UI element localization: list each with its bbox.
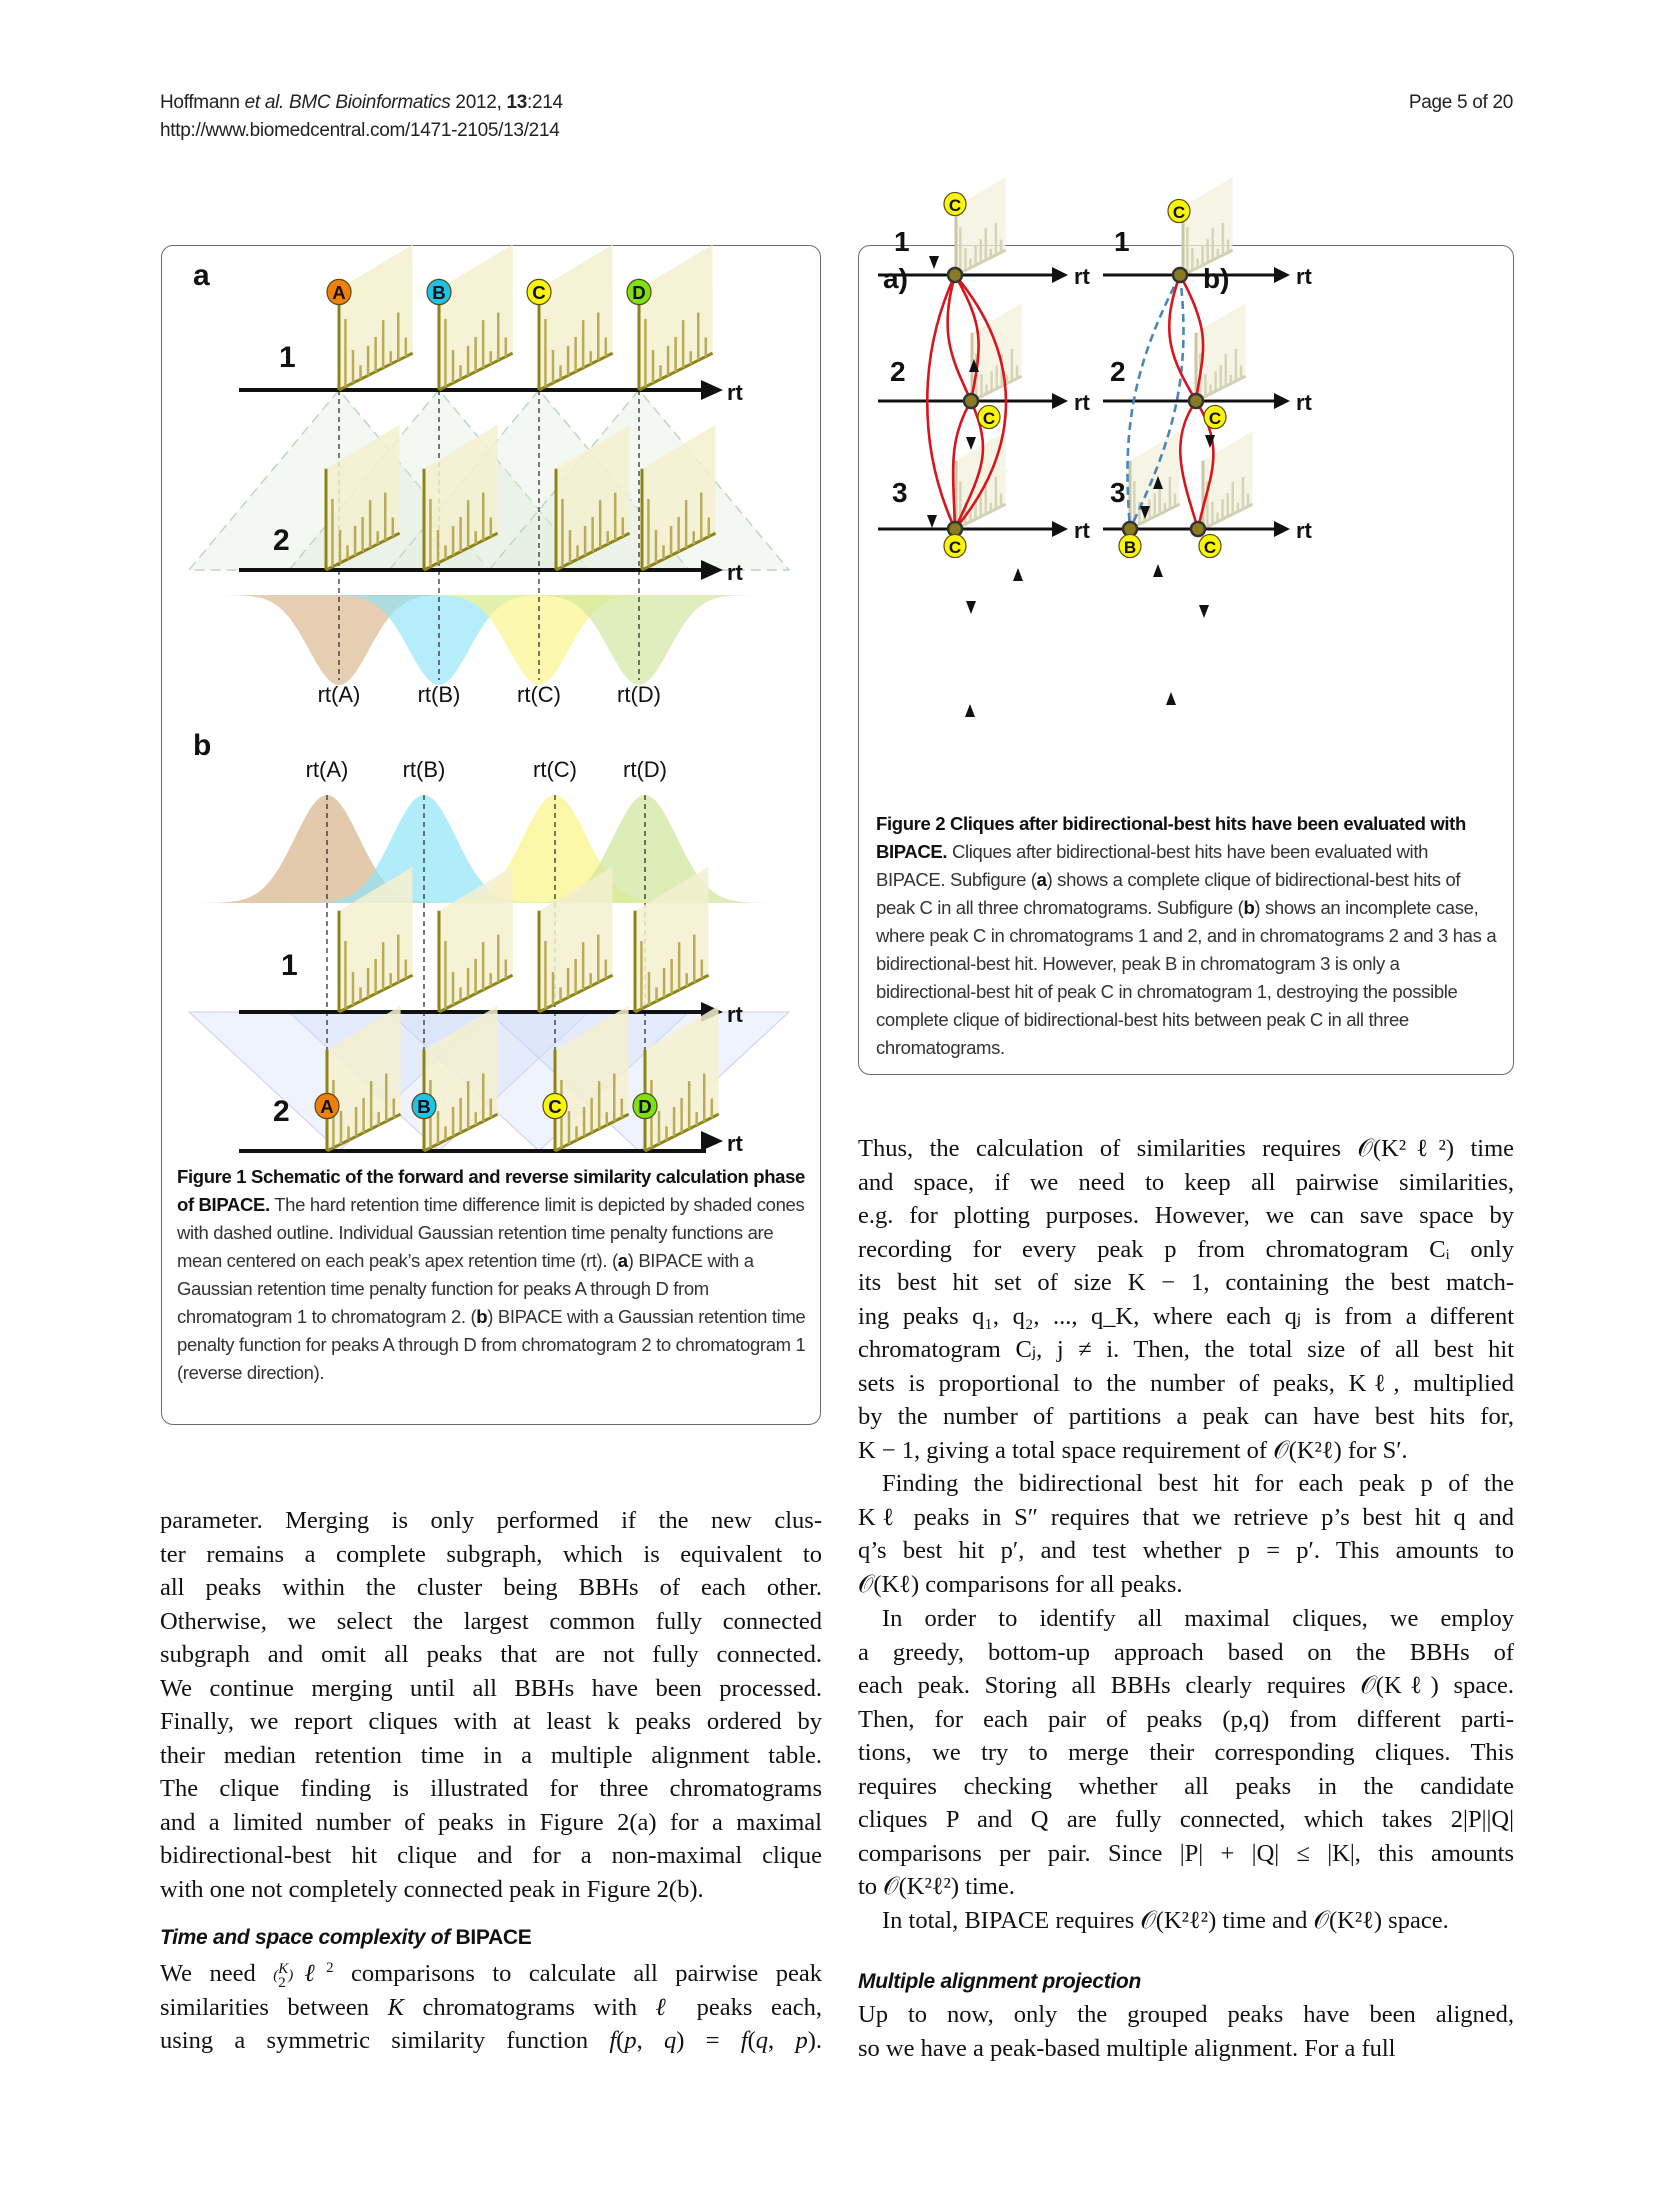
peak-node xyxy=(1191,522,1205,536)
rt-labels xyxy=(318,682,661,707)
peak-badge-d xyxy=(633,1093,657,1118)
text-line: their median retention time in a multiple alignment table. xyxy=(160,1741,822,1769)
header-volume: 13 xyxy=(506,92,527,113)
mass-spectrum xyxy=(439,245,513,390)
text-line: We continue merging until all BBHs have been processed. xyxy=(160,1674,822,1702)
badge-label: D xyxy=(638,1096,652,1117)
text-line: subgraph and omit all peaks that are not fully connected. xyxy=(160,1641,822,1668)
text-line: e.g. for plotting purposes. However, we can save space by xyxy=(858,1202,1514,1229)
chromatogram-1-axis xyxy=(239,380,744,405)
rt-axis-label: rt xyxy=(1296,390,1312,415)
badge-label: C xyxy=(948,196,962,215)
caption-text: The hard retention time difference limit is depicted by shaded cones with dashed outline. Individual Gaussian retention time penalty functions are mean centered on each peak’s apex retention time (rt). ( xyxy=(177,1194,805,1271)
text-line: with one not completely connected peak in Figure 2(b). xyxy=(160,1875,704,1903)
arrow-up-icon xyxy=(965,704,975,717)
badge-label: C xyxy=(1203,538,1217,557)
text-line: Finding the bidirectional best hit for each peak p of the xyxy=(882,1470,1514,1497)
arrow-up-icon xyxy=(1013,568,1023,581)
axis-arrow xyxy=(1274,521,1290,537)
text-line: Up to now, only the grouped peaks have been aligned, xyxy=(858,2001,1514,2028)
right-paragraph-4 xyxy=(858,1904,1514,1938)
peak-badge-b xyxy=(412,1093,436,1118)
badge-label: C xyxy=(948,538,962,557)
text-line: using a symmetric similarity function f(p, q) = f(q, p). xyxy=(160,2027,823,2055)
peak-badge-b xyxy=(427,279,451,304)
text-line: cliques P and Q are fully connected, which takes 2|P||Q| xyxy=(858,1806,1514,1833)
mass-spectrum xyxy=(956,177,1006,275)
chromatogram-label: 2 xyxy=(890,356,906,387)
running-header xyxy=(160,92,563,114)
figure-1-panel-b xyxy=(161,715,821,1155)
text-line: and space, if we need to keep all pairwise similarities, xyxy=(858,1168,1514,1196)
figure-2-caption xyxy=(876,810,1501,1062)
page-number: Page 5 of 20 xyxy=(1408,92,1513,113)
text-line: sets is proportional to the number of peaks, Kℓ, multiplied xyxy=(858,1369,1514,1397)
text-line: Otherwise, we select the largest common fully connected xyxy=(160,1607,822,1635)
right-paragraph-1 xyxy=(858,1132,1514,1467)
text-line: comparisons per pair. Since |P| + |Q| ≤ |K|, this amounts xyxy=(858,1839,1514,1867)
chromatogram-2-label: 2 xyxy=(273,524,290,557)
panel-b-label: b xyxy=(193,729,212,762)
clique-graph xyxy=(878,177,1313,717)
caption-text: ) BIPACE with a Gaussian retention time penalty function for peaks A through D from chromatogram 1 to chromatogram 2. ( xyxy=(177,1250,754,1327)
text-line: bidirectional-best hit clique and for a non-maximal clique xyxy=(160,1842,822,1869)
text-line: chromatogram Cⱼ, j ≠ i. Then, the total size of all best hit xyxy=(858,1336,1514,1363)
caption-text: ) shows an incomplete case, where peak C in chromatograms 1 and 2, and in chromatograms 2 and 3 has a bidirectional-best hit. However, peak B in chromatogram 3 is only a bidirectional-best hit of peak C in chromatogram 1, destroying the possible complete clique of bidirectional-best hits between peak C in all three chromatograms. xyxy=(876,897,1497,1058)
right-paragraph-3 xyxy=(858,1602,1514,1904)
text-line: Kℓ peaks in S″ requires that we retrieve p’s best hit q and xyxy=(858,1503,1514,1531)
axis-arrow xyxy=(1052,267,1068,283)
text-line: 𝒪(Kℓ) comparisons for all peaks. xyxy=(858,1570,1183,1598)
axis-arrow xyxy=(1274,393,1290,409)
rt-axis-label: rt xyxy=(1074,264,1090,289)
left-paragraph-2 xyxy=(160,1952,822,2058)
caption-panel-ref: b xyxy=(1243,897,1255,918)
text-line: recording for every peak p from chromatogram Cᵢ only xyxy=(858,1235,1514,1263)
peak-badge-c xyxy=(527,279,551,304)
gaussian-group xyxy=(181,595,781,685)
section-heading-plain: BIPACE xyxy=(449,1926,532,1949)
chromatogram-label: 1 xyxy=(894,226,910,257)
header-etal: et al. xyxy=(244,92,285,113)
badge-label: A xyxy=(332,282,346,303)
peak-badge-c xyxy=(1168,199,1190,222)
rt-axis xyxy=(878,518,1091,543)
badge-label: C xyxy=(1208,409,1222,428)
peak-node xyxy=(948,268,962,282)
rt-axis xyxy=(878,264,1091,289)
text-line: a greedy, bottom-up approach based on the BBHs of xyxy=(858,1638,1514,1666)
bbh-edge xyxy=(1180,401,1198,529)
arrow-down-icon xyxy=(966,437,976,450)
text-line: parameter. Merging is only performed if the new clus- xyxy=(160,1507,822,1534)
peak-node xyxy=(964,394,978,408)
rt-label-c: rt(C) xyxy=(517,682,561,707)
figure-2-graphic xyxy=(858,196,1514,805)
caption-text: ) BIPACE with a Gaussian retention time penalty function for peaks A through D from chromatogram 2 to chromatogram 1 (reverse direction). xyxy=(177,1306,806,1383)
mass-spectrum xyxy=(1130,431,1180,529)
axis-arrow xyxy=(1052,393,1068,409)
text-line: Thus, the calculation of similarities requires 𝒪(K²ℓ²) time xyxy=(858,1135,1514,1162)
chromatogram-label: 3 xyxy=(1110,477,1126,508)
header-url-link[interactable]: http://www.biomedcentral.com/1471-2105/13/214 xyxy=(160,120,560,141)
arrow-down-icon xyxy=(1199,605,1209,618)
caption-panel-ref: b xyxy=(476,1306,488,1327)
badge-label: C xyxy=(532,282,546,303)
badge-label: C xyxy=(982,409,996,428)
mass-spectrum xyxy=(1183,177,1233,275)
header-year: 2012, xyxy=(455,92,502,113)
figure-1-caption-title: Figure 1 Schematic of the forward and reverse similarity calculation phase of BIPACE. xyxy=(177,1166,805,1215)
mass-spectrum xyxy=(339,245,413,390)
axis-arrow xyxy=(1274,267,1290,283)
right-paragraph-5 xyxy=(858,1998,1514,2065)
section-heading-projection xyxy=(858,1970,1141,1994)
panel-a-label: a) xyxy=(883,263,908,294)
text-line: by the number of partitions a peak can have best hits for, xyxy=(858,1403,1514,1430)
rt-label-a: rt(A) xyxy=(305,757,349,782)
bbh-edge xyxy=(948,275,971,401)
chromatogram-1-label: 1 xyxy=(281,949,298,982)
rt-axis-label: rt xyxy=(727,1131,743,1156)
mass-spectrum xyxy=(539,245,613,390)
chromatogram-label: 3 xyxy=(892,477,908,508)
text-line: requires checking whether all peaks in the candidate xyxy=(858,1772,1514,1800)
arrow-up-icon xyxy=(1166,692,1176,705)
badge-label: D xyxy=(632,282,646,303)
peak-badge-c xyxy=(1199,534,1221,557)
text-line: its best hit set of size K − 1, containing the best match- xyxy=(858,1269,1514,1296)
arrow-down-icon xyxy=(927,515,937,528)
rt-label-d: rt(D) xyxy=(623,757,667,782)
chromatogram-1-label: 1 xyxy=(279,341,296,374)
text-line: In total, BIPACE requires 𝒪(K²ℓ²) time and 𝒪(K²ℓ) space. xyxy=(882,1907,1449,1934)
section-heading-complexity xyxy=(160,1926,532,1950)
chromatogram-2-label: 2 xyxy=(273,1095,290,1128)
caption-panel-ref: a xyxy=(617,1250,628,1271)
rt-label-c: rt(C) xyxy=(533,757,577,782)
figure-1-caption xyxy=(177,1163,807,1387)
rt-axis-label: rt xyxy=(1074,390,1090,415)
peak-badge-c xyxy=(978,405,1000,428)
rt-axis-label: rt xyxy=(1074,518,1090,543)
text-line: tions, we try to merge their corresponding cliques. This xyxy=(858,1739,1514,1766)
peak-badge-a xyxy=(315,1093,339,1118)
caption-panel-ref: a xyxy=(1036,869,1047,890)
peak-badge-a xyxy=(327,279,351,304)
rt-axis-label: rt xyxy=(727,560,743,585)
badge-label: C xyxy=(548,1096,562,1117)
rt-axis-label: rt xyxy=(727,380,743,405)
peak-badge-d xyxy=(627,279,651,304)
figure-2-caption-title: Figure 2 Cliques after bidirectional-best hits have been evaluated with BIPACE. xyxy=(876,813,1466,862)
rt-axis-label: rt xyxy=(727,1002,743,1027)
mass-spectrum xyxy=(639,245,713,390)
text-line: all peaks within the cluster being BBHs of each other. xyxy=(160,1574,822,1601)
text-line: each peak. Storing all BBHs clearly requires 𝒪(Kℓ) space. xyxy=(858,1672,1514,1699)
rt-labels xyxy=(306,757,667,782)
arrow-up-icon xyxy=(1153,564,1163,577)
text-line: K − 1, giving a total space requirement of 𝒪(K²ℓ) for S′. xyxy=(858,1436,1408,1464)
header-authors: Hoffmann xyxy=(160,92,240,113)
rt-label-b: rt(B) xyxy=(402,757,446,782)
rt-axis-label: rt xyxy=(1296,264,1312,289)
panel-a-label: a xyxy=(193,259,210,292)
text-line: to 𝒪(K²ℓ²) time. xyxy=(858,1873,1015,1900)
axis-arrow xyxy=(1052,521,1068,537)
text-line: Finally, we report cliques with at least k peaks ordered by xyxy=(160,1708,822,1735)
peak-badge-c xyxy=(944,534,966,557)
text-line: similarities between K chromatograms with ℓ peaks each, xyxy=(160,1993,823,2021)
rt-label-b: rt(B) xyxy=(417,682,461,707)
text-line: q’s best hit p′, and test whether p = p′. This amounts to xyxy=(858,1537,1514,1564)
badge-label: C xyxy=(1172,203,1186,222)
peak-node xyxy=(1173,268,1187,282)
text-line: so we have a peak-based multiple alignment. For a full xyxy=(858,2034,1396,2062)
header-journal: BMC Bioinformatics xyxy=(289,92,451,113)
chromatogram-label: 1 xyxy=(1114,226,1130,257)
text-line: The clique finding is illustrated for three chromatograms xyxy=(160,1775,822,1802)
peak-badge-b xyxy=(1119,534,1141,557)
peak-badge-c xyxy=(944,192,966,215)
badge-label: B xyxy=(1123,538,1137,557)
header-article: :214 xyxy=(527,92,563,113)
text-line: In order to identify all maximal cliques, we employ xyxy=(882,1605,1514,1632)
text-line: and a limited number of peaks in Figure 2(a) for a maximal xyxy=(160,1808,822,1836)
mass-spectrum xyxy=(956,431,1006,529)
caption-text: ) shows a complete clique of bidirectional-best hits of peak C in all three chromatograms. Subfigure ( xyxy=(876,869,1461,918)
badge-label: B xyxy=(417,1096,431,1117)
peak-node xyxy=(1189,394,1203,408)
arrow-down-icon xyxy=(929,256,939,269)
chromatogram-label: 2 xyxy=(1110,356,1126,387)
figure-1-panel-a xyxy=(161,245,821,715)
section-heading-italic: Multiple alignment projection xyxy=(858,1970,1141,1993)
peak-badge-c xyxy=(1204,405,1226,428)
rt-axis-label: rt xyxy=(1296,518,1312,543)
rt-label-d: rt(D) xyxy=(617,682,661,707)
left-paragraph-1 xyxy=(160,1504,822,1906)
arrow-down-icon xyxy=(966,601,976,614)
text-line: Then, for each pair of peaks (p,q) from different parti- xyxy=(858,1705,1514,1733)
rt-label-a: rt(A) xyxy=(317,682,361,707)
panel-b-label: b) xyxy=(1203,263,1230,294)
text-line: ing peaks q₁, q₂, ..., q_K, where each qⱼ is from a different xyxy=(858,1302,1514,1330)
text-line: We need (K 2 )ℓ$^2$ comparisons to calculate all pairwise peak xyxy=(160,1960,822,1991)
text-line: ter remains a complete subgraph, which is equivalent to xyxy=(160,1540,822,1568)
caption-text: Cliques after bidirectional-best hits have been evaluated with BIPACE. Subfigure ( xyxy=(876,841,1429,890)
badge-label: A xyxy=(320,1096,334,1117)
peak-badge-c xyxy=(543,1093,567,1118)
section-heading-italic: Time and space complexity of xyxy=(160,1926,450,1949)
right-paragraph-2 xyxy=(858,1467,1514,1601)
badge-label: B xyxy=(432,282,446,303)
